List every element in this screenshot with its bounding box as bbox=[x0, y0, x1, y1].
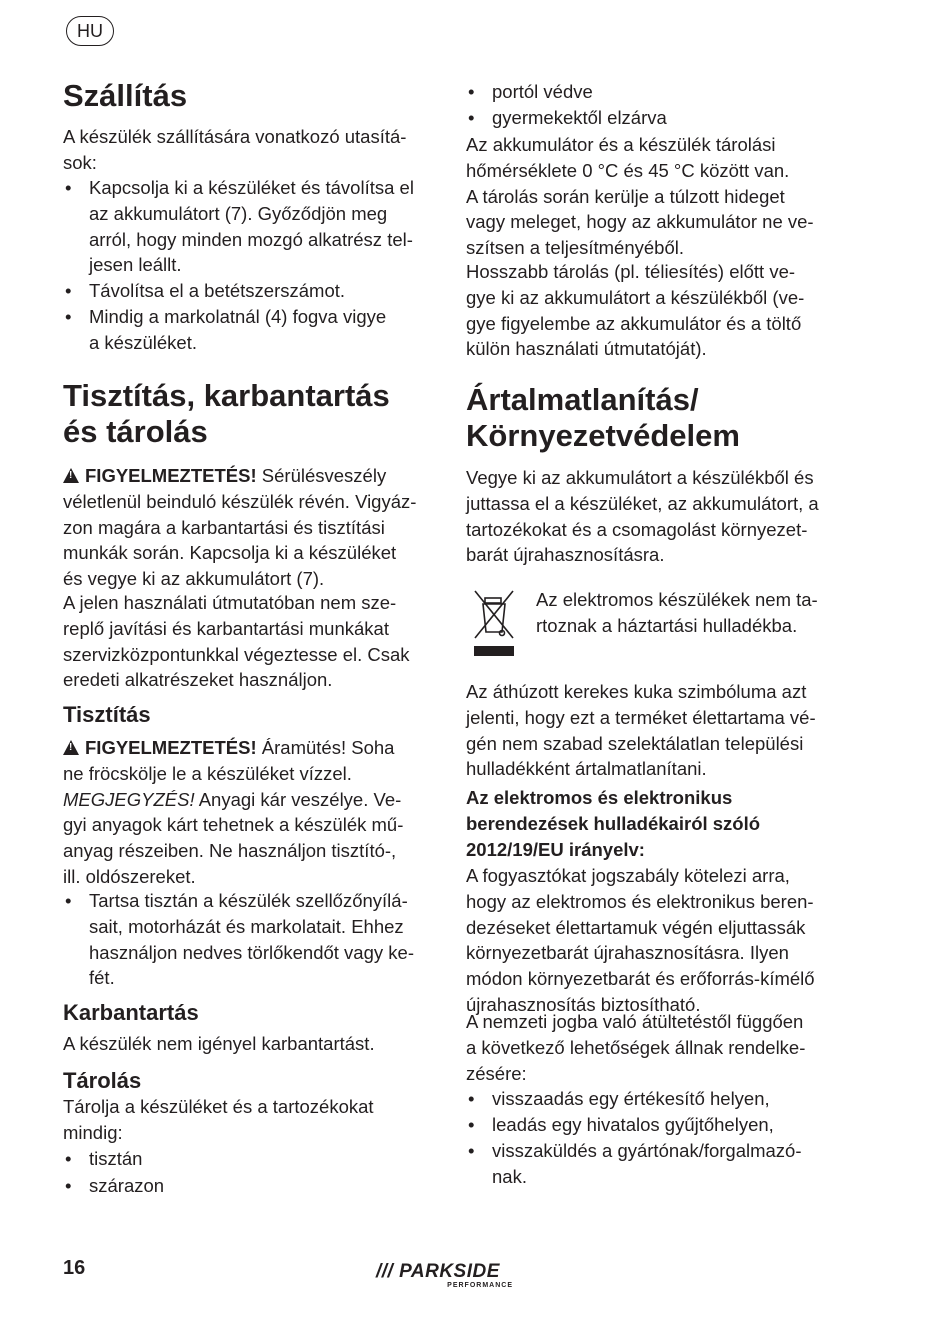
text-line: • Tartsa tisztán a készülék szellőzőnyílá- bbox=[63, 888, 414, 914]
text-line: Tárolás bbox=[63, 1068, 142, 1093]
text-line: anyag részeiben. Ne használjon tisztító-, bbox=[63, 839, 397, 861]
text-line: • leadás egy hivatalos gyűjtőhelyen, bbox=[466, 1112, 774, 1138]
text-line: • portól védve bbox=[466, 79, 593, 105]
text-line: ne fröcskölje le a készüléket vízzel. bbox=[63, 762, 352, 784]
text-line: Szállítás bbox=[63, 78, 188, 113]
warning-icon bbox=[63, 740, 79, 755]
bullet-item bbox=[466, 105, 667, 131]
text-line bbox=[63, 787, 403, 813]
paragraph bbox=[63, 1094, 374, 1145]
text-line: • visszaadás egy értékesítő helyen, bbox=[466, 1086, 770, 1112]
bullet-item bbox=[466, 1086, 770, 1112]
text-line: sait, motorházát és markolatait. Ehhez bbox=[89, 915, 404, 937]
text-line: hulladékként ártalmatlanítani. bbox=[466, 758, 707, 780]
text-line: • szárazon bbox=[63, 1173, 164, 1199]
text-line: hogy az elektromos és elektronikus beren- bbox=[466, 890, 814, 912]
warning-icon bbox=[63, 468, 79, 483]
paragraph bbox=[466, 785, 760, 862]
paragraph bbox=[466, 679, 816, 782]
section-heading bbox=[466, 382, 740, 454]
text-segment: FIGYELMEZTETÉS! bbox=[85, 737, 257, 759]
bullet-item bbox=[63, 175, 414, 278]
text-segment: Az elektromos és elektronikus bbox=[466, 787, 733, 809]
text-line: Tisztítás bbox=[63, 702, 151, 727]
bullet-item bbox=[63, 278, 345, 304]
text-line: zésére: bbox=[466, 1062, 527, 1084]
text-line: Környezetvédelem bbox=[466, 418, 740, 453]
paragraph bbox=[466, 1009, 805, 1086]
text-line: módon környezetbarát és erőforrás-kímélő bbox=[466, 967, 815, 989]
paragraph bbox=[536, 587, 818, 638]
section-heading bbox=[63, 78, 187, 114]
logo-subtext: PERFORMANCE bbox=[447, 1282, 513, 1289]
subsection-heading bbox=[63, 999, 199, 1027]
bullet-item bbox=[466, 1138, 802, 1189]
text-line: Az akkumulátor és a készülék tárolási bbox=[466, 134, 776, 156]
text-line: vagy meleget, hogy az akkumulátor ne ve- bbox=[466, 211, 814, 233]
text-line: gyi anyagok kárt tehetnek a készülék mű- bbox=[63, 814, 404, 836]
text-line: az akkumulátort (7). Győződjön meg bbox=[89, 202, 388, 224]
text-line: fét. bbox=[89, 967, 115, 989]
text-segment: Sérülésveszély bbox=[256, 465, 387, 487]
text-line: juttassa el a készüléket, az akkumulátort, a bbox=[466, 492, 819, 514]
text-line: mindig: bbox=[63, 1121, 123, 1143]
text-line: Ártalmatlanítás/ bbox=[466, 382, 699, 417]
paragraph bbox=[63, 463, 416, 591]
subsection-heading bbox=[63, 1067, 141, 1095]
bullet-item bbox=[466, 1112, 774, 1138]
paragraph bbox=[63, 735, 403, 889]
text-line: véletlenül beinduló készülék révén. Vigyáz- bbox=[63, 490, 417, 512]
bullet-item bbox=[63, 888, 414, 991]
paragraph bbox=[466, 465, 819, 568]
text-line: jesen leállt. bbox=[89, 254, 182, 276]
text-line: jelenti, hogy ezt a terméket élettartama vé- bbox=[466, 706, 816, 728]
text-line: A készülék nem igényel karbantartást. bbox=[63, 1033, 375, 1055]
bullet-item bbox=[63, 1173, 164, 1199]
text-line: A jelen használati útmutatóban nem sze- bbox=[63, 592, 397, 614]
text-line: használjon nedves törlőkendőt vagy ke- bbox=[89, 941, 414, 963]
text-line bbox=[466, 837, 760, 863]
language-badge: HU bbox=[66, 16, 114, 46]
text-line: zon magára a karbantartási és tisztítási bbox=[63, 516, 385, 538]
logo-text: /// PARKSIDE bbox=[376, 1261, 500, 1282]
text-line bbox=[466, 811, 760, 837]
text-line: munkák során. Kapcsolja ki a készüléket bbox=[63, 542, 397, 564]
text-line: Az elektromos készülékek nem ta- bbox=[536, 589, 818, 611]
paragraph bbox=[466, 863, 815, 1017]
text-line: gén nem szabad szelektálatlan települési bbox=[466, 732, 804, 754]
text-line: ill. oldószereket. bbox=[63, 865, 196, 887]
text-line: Vegye ki az akkumulátort a készülékből és bbox=[466, 467, 814, 489]
text-line: hőmérséklete 0 °C és 45 °C között van. bbox=[466, 159, 790, 181]
text-line: sok: bbox=[63, 151, 97, 173]
text-line: barát újrahasznosításra. bbox=[466, 544, 665, 566]
text-line: replő javítási és karbantartási munkákat bbox=[63, 617, 389, 639]
text-segment: Áramütés! Soha bbox=[256, 737, 395, 759]
text-line: eredeti alkatrészeket használjon. bbox=[63, 669, 333, 691]
text-line: Karbantartás bbox=[63, 1000, 199, 1025]
text-line bbox=[466, 785, 760, 811]
text-line: A készülék szállítására vonatkozó utasítá- bbox=[63, 126, 407, 148]
text-line: újrahasznosítás biztosítható. bbox=[466, 993, 701, 1015]
text-line: gye figyelembe az akkumulátor és a töltő bbox=[466, 312, 802, 334]
text-segment: berendezések hulladékairól szóló bbox=[466, 812, 761, 834]
paragraph bbox=[466, 132, 814, 260]
text-segment: Anyagi kár veszélye. Ve- bbox=[194, 788, 402, 810]
paragraph bbox=[63, 590, 410, 693]
paragraph bbox=[466, 259, 804, 362]
text-line: • tisztán bbox=[63, 1146, 142, 1172]
text-line: Tisztítás, karbantartás bbox=[63, 378, 390, 413]
text-line: környezetbarát újrahasznosításra. Ilyen bbox=[466, 942, 789, 964]
parkside-logo bbox=[376, 1262, 521, 1289]
text-line bbox=[63, 735, 403, 761]
text-line: tartozékokat és a csomagolást környezet- bbox=[466, 518, 808, 540]
section-heading bbox=[63, 378, 390, 450]
text-line: gye ki az akkumulátort a készülékből (ve- bbox=[466, 286, 805, 308]
text-line: és vegye ki az akkumulátort (7). bbox=[63, 567, 325, 589]
page-number: 16 bbox=[63, 1257, 86, 1279]
bullet-item bbox=[466, 79, 593, 105]
text-line: szítsen a teljesítményéből. bbox=[466, 236, 684, 258]
text-line: a készüléket. bbox=[89, 331, 197, 353]
text-line: • Mindig a markolatnál (4) fogva vigye bbox=[63, 304, 386, 330]
text-segment: FIGYELMEZTETÉS! bbox=[85, 465, 257, 487]
text-line: A tárolás során kerülje a túlzott hideget bbox=[466, 185, 785, 207]
text-line: arról, hogy minden mozgó alkatrész tel- bbox=[89, 228, 413, 250]
text-segment: MEGJEGYZÉS! bbox=[63, 788, 195, 810]
text-line: rtoznak a háztartási hulladékba. bbox=[536, 614, 798, 636]
text-line: Hosszabb tárolás (pl. téliesítés) előtt ve- bbox=[466, 261, 796, 283]
text-line: A fogyasztókat jogszabály kötelezi arra, bbox=[466, 865, 790, 887]
paragraph bbox=[63, 1031, 375, 1057]
text-line: Az áthúzott kerekes kuka szimbóluma azt bbox=[466, 681, 807, 703]
text-line: a következő lehetőségek állnak rendelke- bbox=[466, 1036, 806, 1058]
text-line: külön használati útmutatóját). bbox=[466, 338, 707, 360]
text-line: • gyermekektől elzárva bbox=[466, 105, 667, 131]
text-segment: 2012/19/EU irányelv: bbox=[466, 838, 645, 860]
text-line: szervizközpontunkkal végeztesse el. Csak bbox=[63, 643, 410, 665]
crossed-bin-icon bbox=[472, 588, 516, 660]
text-line bbox=[63, 463, 416, 489]
text-line: • Kapcsolja ki a készüléket és távolítsa el bbox=[63, 175, 414, 201]
bullet-item bbox=[63, 304, 386, 355]
text-line: és tárolás bbox=[63, 414, 208, 449]
bullet-item bbox=[63, 1146, 142, 1172]
text-line: nak. bbox=[492, 1165, 527, 1187]
text-line: dezéseket élettartamuk végén eljuttassák bbox=[466, 916, 806, 938]
text-line: Tárolja a készüléket és a tartozékokat bbox=[63, 1096, 374, 1118]
text-line: • visszaküldés a gyártónak/forgalmazó- bbox=[466, 1138, 802, 1164]
text-line: • Távolítsa el a betétszerszámot. bbox=[63, 278, 345, 304]
text-line: A nemzeti jogba való átültetéstől függően bbox=[466, 1011, 804, 1033]
paragraph bbox=[63, 124, 406, 175]
subsection-heading bbox=[63, 701, 151, 729]
